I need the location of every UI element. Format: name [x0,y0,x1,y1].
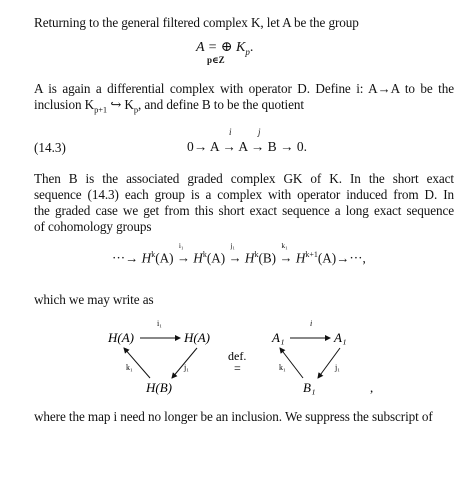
les-a1: (A) [155,250,174,266]
direct-sum-index-set: p∈Z [207,55,225,65]
intro-text: Returning to the general filtered complex K, let A be the group [34,15,359,30]
def-equals: = [234,361,241,375]
inclusion-subscript-2: p [133,104,139,115]
inclusion-subscript-1: p+1 [94,104,108,115]
les-h2: H [193,250,203,266]
paragraph-graded-line-3: the graded case we get from this short exact sequence a long exact sequence [34,203,454,218]
map-label-i: i [229,127,232,137]
les-k1: k [151,250,156,259]
left-triangle-top-right: H(A) [184,330,210,345]
right-map-left-label: k₁ [279,363,286,372]
les-a2: (A) [206,250,226,266]
left-map-top-label: i₁ [157,319,163,328]
left-map-left-label: k₁ [126,363,133,372]
short-exact-sequence-text: 0→ A → A → B → 0. [187,139,308,154]
left-triangle-bottom: H(B) [146,380,172,395]
les-k4: k+1 [305,250,318,259]
les-k3: k [254,250,259,259]
paragraph-graded-line-4: of cohomology groups [34,219,152,234]
les-j1-label: j₁ [230,241,236,251]
short-exact-sequence [187,139,307,155]
les-h4: H [295,250,306,266]
paragraph-intro-line [34,14,359,31]
les-dots-left: ···→ [112,250,139,266]
les-a4: (A) [317,250,337,266]
paragraph-differential-line-1: A is again a differential complex with operator D. Define i: A→A to be the [34,81,454,96]
right-map-top-label: i [310,319,313,328]
inclusion-text-b: ↪ K [107,97,134,112]
map-label-j: j [258,127,261,137]
les-b3: (B) [258,250,277,266]
triangle-diagrams [0,310,474,400]
les-i1-label: i₁ [178,241,184,251]
right-triangle-top-right: A₁ [334,330,347,345]
direct-sum-subscript: p [245,46,250,57]
left-map-right-label: j₁ [184,363,190,372]
paragraph-map-not-inclusion: where the map i need no longer be an inclusion. We suppress the subscript of [34,409,433,424]
right-triangle-trailing-comma: , [370,380,374,395]
long-exact-sequence [112,241,366,266]
les-h1: H [141,250,152,266]
les-arrow-j1: → j₁ [228,241,242,266]
equation-label-14-3: (14.3) [34,140,66,155]
direct-sum-period: . [249,40,254,55]
paragraph-which-we-may-write: which we may write as [34,292,154,307]
les-dots-right: →···, [336,250,366,266]
inclusion-text-a: inclusion K [34,97,95,112]
direct-sum-lhs: A = ⊕ K [196,40,246,55]
les-arrow-i1: → i₁ [176,241,190,266]
les-k2: k [202,250,207,259]
right-triangle-top-left: A₁ [272,330,285,345]
paragraph-graded-line-2: sequence (14.3) each group is a complex with operator induced from D. In [34,187,454,202]
right-map-right-label: j₁ [335,363,341,372]
right-triangle-bottom: B₁ [303,380,316,395]
les-h3: H [244,250,255,266]
def-label: def. [228,349,247,363]
paragraph-graded-line-1: Then B is the associated graded complex GK of K. In the short exact [34,171,454,186]
inclusion-text-c: , and define B to be the quotient [138,97,304,112]
paragraph-differential-line-2 [34,96,304,119]
les-arrow-k1: → k₁ [279,241,293,266]
les-k1-map-label: k₁ [281,241,288,251]
left-triangle-top-left: H(A) [108,330,134,345]
